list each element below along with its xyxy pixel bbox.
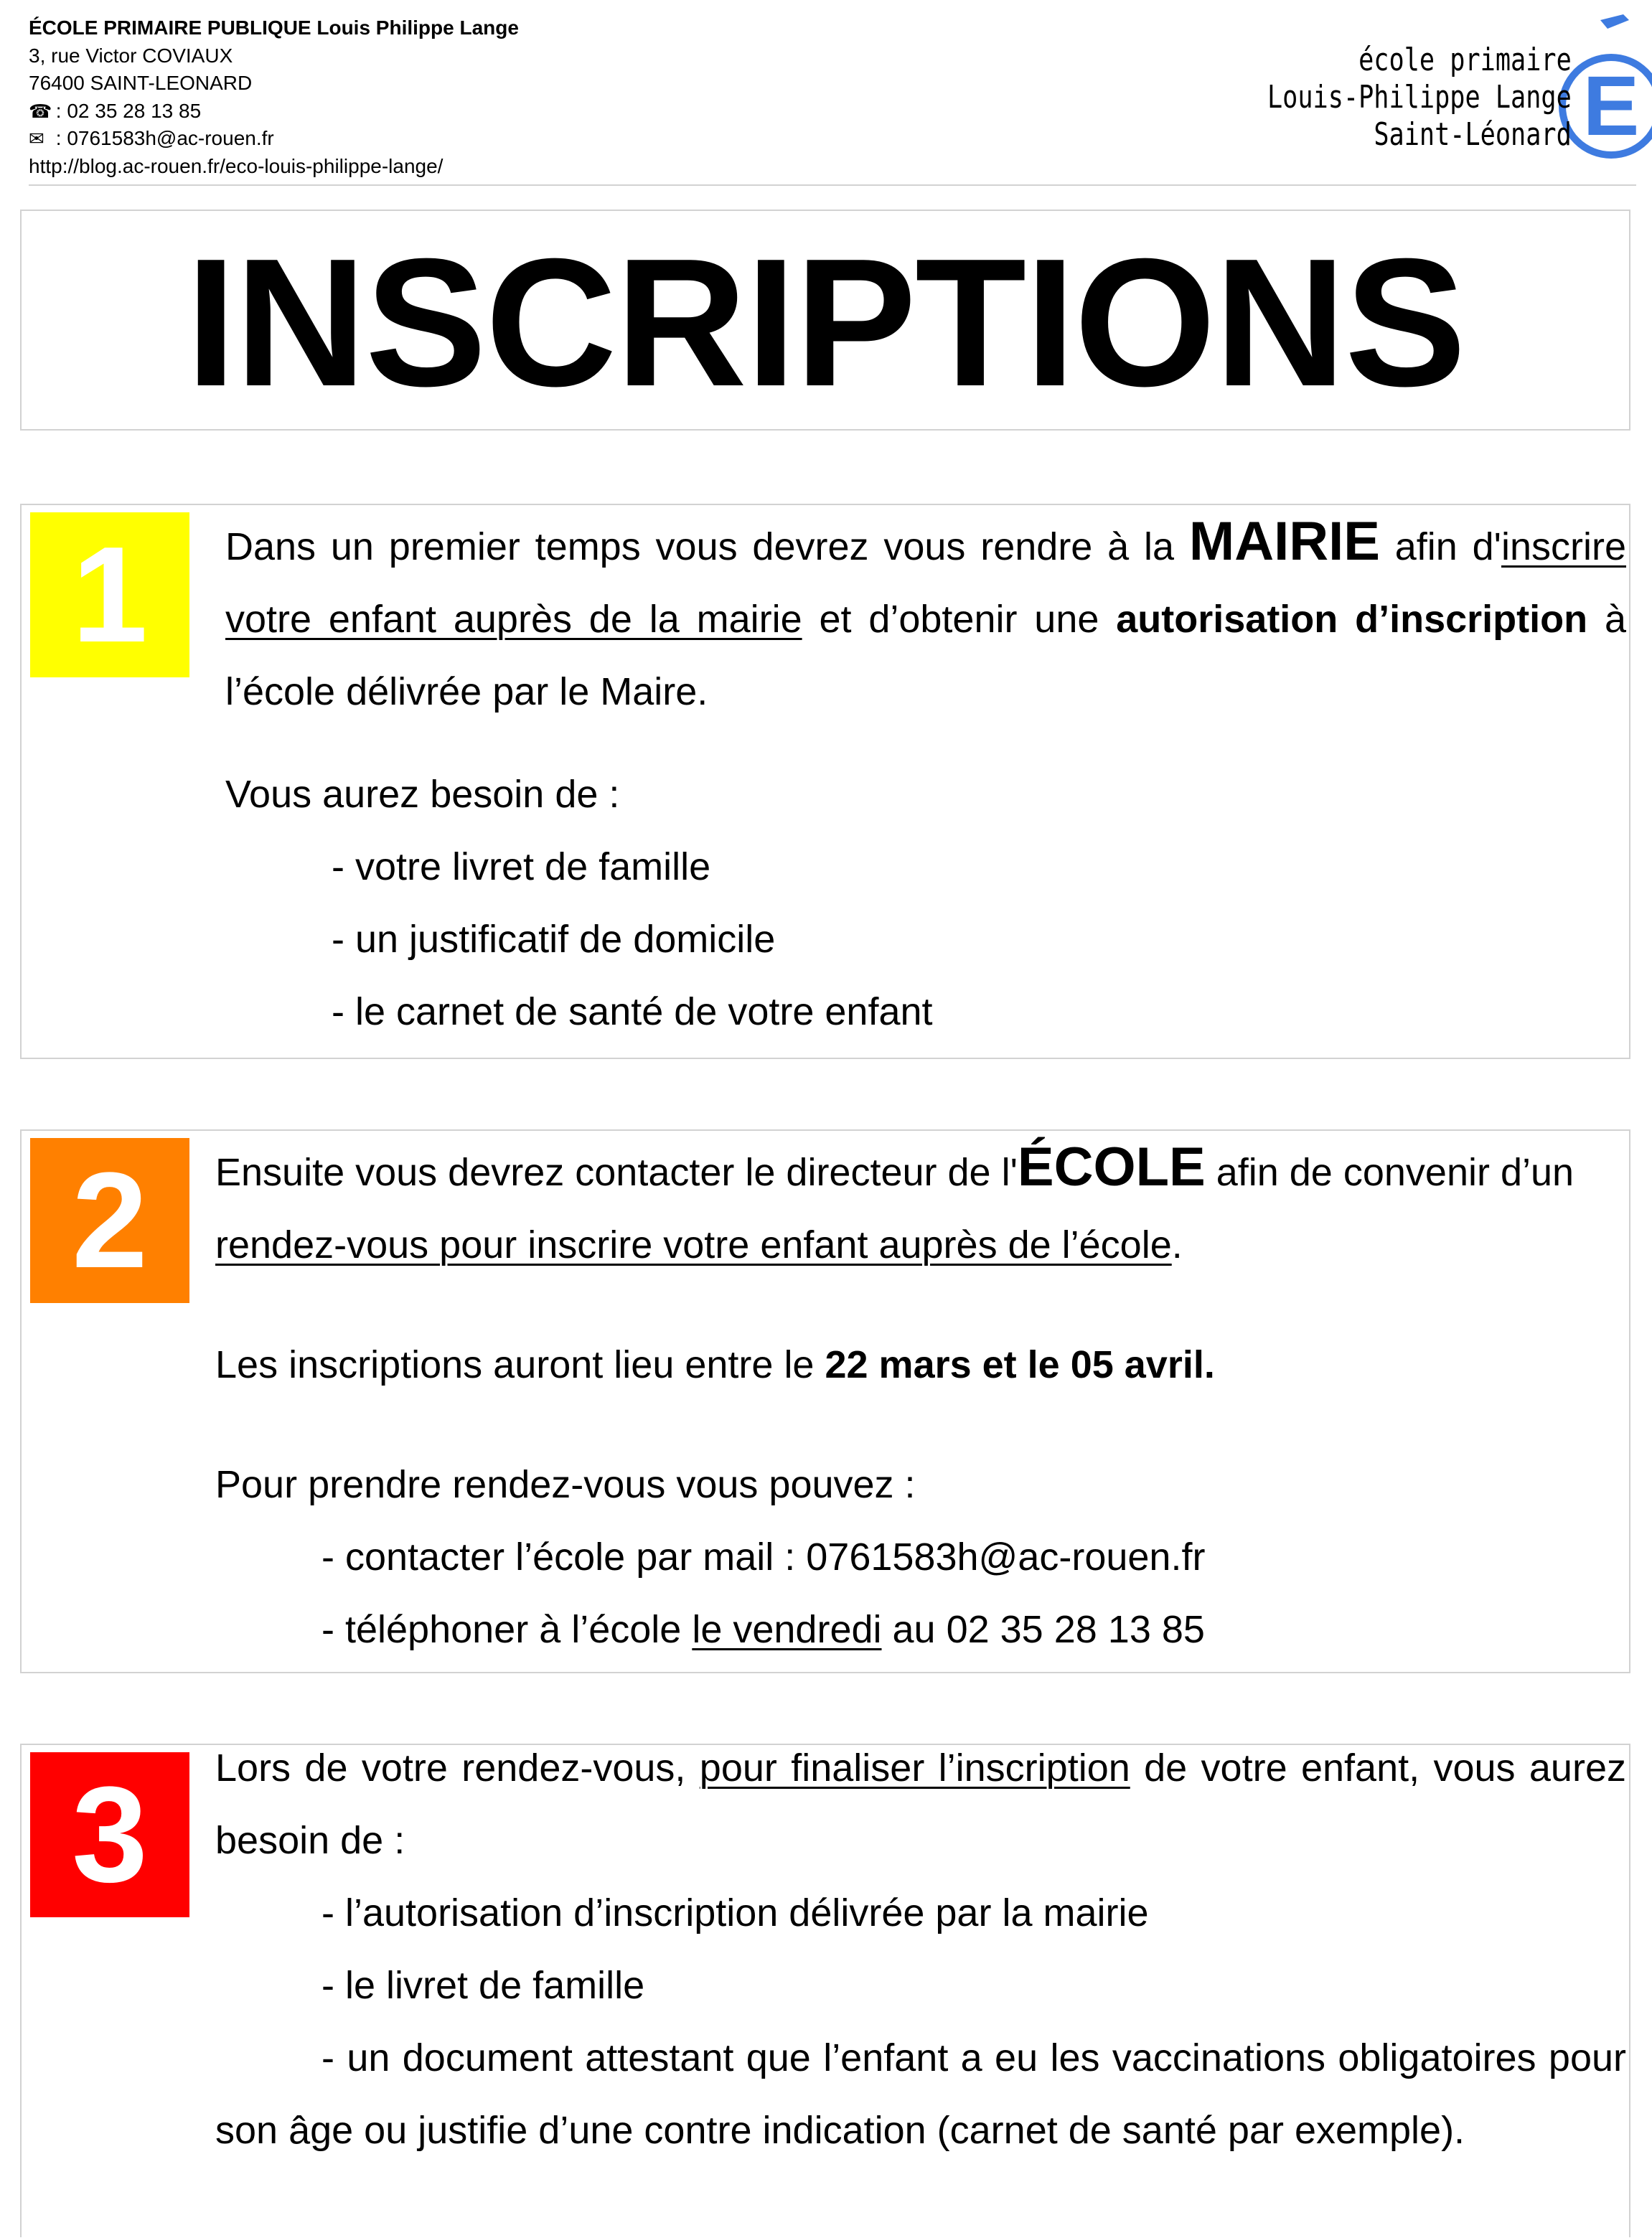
header-divider	[29, 184, 1636, 186]
step-2-appointment: Pour prendre rendez-vous vous pouvez :	[215, 1463, 916, 1506]
school-address	[29, 14, 890, 180]
school-name: ÉCOLE PRIMAIRE PUBLIQUE Louis Philippe Lange	[29, 17, 519, 39]
step-1-badge	[30, 512, 189, 677]
logo-line-1: école primaire	[1358, 42, 1572, 78]
phone-line	[29, 98, 890, 126]
envelope-icon: ✉	[29, 128, 44, 149]
step-2-section	[20, 1129, 1630, 1673]
phone-number: : 02 35 28 13 85	[50, 99, 202, 122]
step-3-paragraph: Lors de votre rendez-vous, pour finaliser l’inscription de votre enfant, vous aurez besoin de :	[215, 1746, 1626, 1862]
step-2-contact-phone: - téléphoner à l’école le vendredi au 02 35 28 13 85	[322, 1608, 1205, 1651]
logo-line-3: Saint-Léonard	[1374, 116, 1572, 153]
step-1-number: 1	[72, 519, 148, 671]
step-2-number: 2	[72, 1144, 148, 1297]
step-3-item: - l’autorisation d’inscription délivrée par la mairie	[322, 1891, 1149, 1934]
title-box	[20, 210, 1630, 431]
step-3-badge	[30, 1752, 189, 1917]
blog-link[interactable]: http://blog.ac-rouen.fr/eco-louis-philippe-lange/	[29, 154, 443, 177]
letterhead	[29, 14, 1640, 187]
email-line	[29, 125, 890, 153]
school-logo	[1267, 14, 1652, 179]
city-address: 76400 SAINT-LEONARD	[29, 72, 253, 94]
step-1-item: - un justificatif de domicile	[332, 918, 776, 961]
logo-line-2: Louis-Philippe Lange	[1267, 79, 1572, 116]
email-address[interactable]: : 0761583h@ac-rouen.fr	[50, 127, 274, 149]
street-address: 3, rue Victor COVIAUX	[29, 44, 233, 67]
step-3-text	[215, 1732, 1626, 2167]
step-1-need: Vous aurez besoin de :	[225, 773, 620, 816]
page-title: INSCRIPTIONS	[185, 220, 1465, 424]
mairie-keyword: MAIRIE	[1188, 511, 1380, 572]
step-1-paragraph: Dans un premier temps vous devrez vous rendre à la MAIRIE afin d'inscrire votre enfant auprès de la mairie et d’obtenir une autorisation d’inscription à l’école délivrée par le Maire.	[225, 511, 1626, 713]
step-2-badge	[30, 1138, 189, 1303]
step-2-text	[215, 1131, 1626, 1666]
step-1-section	[20, 504, 1630, 1059]
logo-text	[1267, 42, 1572, 154]
step-1-item: - votre livret de famille	[332, 845, 711, 888]
step-2-dates: Les inscriptions auront lieu entre le 22 mars et le 05 avril.	[215, 1343, 1215, 1386]
step-1-text	[225, 505, 1626, 1048]
emblem-letter: E	[1582, 59, 1640, 154]
phone-icon: ☎	[29, 100, 52, 122]
step-2-paragraph: Ensuite vous devrez contacter le directeur de l'ÉCOLE afin de convenir d’un rendez-vous pour inscrire votre enfant auprès de l’école.	[215, 1137, 1574, 1266]
step-3-number: 3	[72, 1759, 148, 1911]
step-3-item: - le livret de famille	[322, 1964, 645, 2007]
step-3-item: - un document attestant que l’enfant a eu les vaccinations obligatoires pour son âge ou justifie d’une contre indication (carnet de santé par exemple).	[215, 2036, 1626, 2152]
step-2-contact-email: - contacter l’école par mail : 0761583h@ac-rouen.fr	[322, 1536, 1206, 1579]
ecole-keyword: ÉCOLE	[1017, 1137, 1206, 1198]
step-1-item: - le carnet de santé de votre enfant	[332, 990, 933, 1033]
step-3-section	[20, 1744, 1630, 2237]
